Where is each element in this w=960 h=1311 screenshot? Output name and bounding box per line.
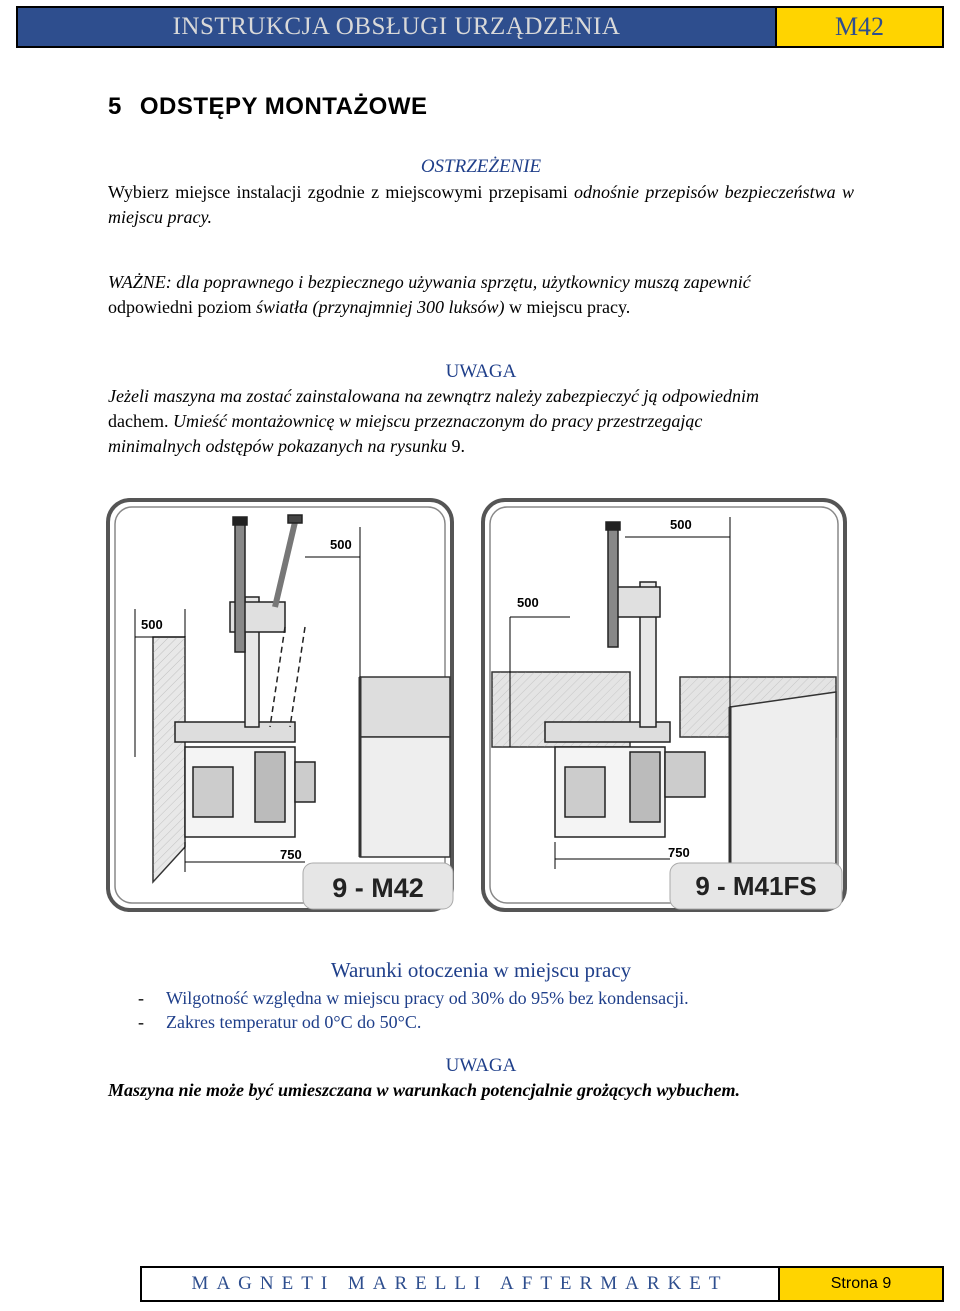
notice1-title: UWAGA xyxy=(445,361,517,382)
dim-left-label: 500 xyxy=(141,617,163,632)
warning-text-part2: odnośnie przepisów bezpieczeństwa w miejscu pracy. xyxy=(108,182,854,227)
wall-right-icon xyxy=(730,692,836,867)
section-title: ODSTĘPY MONTAŻOWE xyxy=(139,93,428,120)
notice1-line3-a: minimalnych odstępów pokazanych na rysunku xyxy=(108,436,447,456)
dim-top-label: 500 xyxy=(330,537,352,552)
environment-title: Warunki otoczenia w miejscu pracy xyxy=(330,958,632,982)
page-header xyxy=(16,6,944,48)
figure-m42-caption: 9 - M42 xyxy=(332,873,424,903)
environment-item-humidity: Wilgotność względna w miejscu pracy od 30% do 95% bez kondensacji. xyxy=(166,988,689,1008)
wall-right-icon xyxy=(360,737,450,857)
page-footer xyxy=(140,1266,944,1302)
warning-text xyxy=(108,180,854,230)
notice1-line3 xyxy=(108,434,854,459)
important-text xyxy=(108,270,854,320)
notice1-line2-b: Umieść montażownicę w miejscu przeznaczonym do pracy przestrzegając xyxy=(172,411,703,431)
header-title: INSTRUKCJA OBSŁUGI URZĄDZENIA xyxy=(18,8,775,46)
section-heading xyxy=(108,93,427,121)
figure-m42 xyxy=(105,497,455,913)
important-line2 xyxy=(108,295,854,320)
figure-m41fs-caption: 9 - M41FS xyxy=(695,871,817,901)
notice2-title: UWAGA xyxy=(445,1055,517,1076)
important-line2-a: odpowiedni poziom xyxy=(108,297,256,317)
notice1-text xyxy=(108,384,854,459)
important-line1: WAŻNE: dla poprawnego i bezpiecznego używania sprzętu, użytkownicy muszą zapewnić xyxy=(108,272,751,292)
important-line2-c: w miejscu pracy. xyxy=(504,297,631,317)
dim-front-label: 750 xyxy=(280,847,302,862)
notice1-line3-b: 9. xyxy=(446,436,465,456)
section-number: 5 xyxy=(108,93,122,120)
list-item: - Wilgotność względna w miejscu pracy od 30% do 95% bez kondensacji. xyxy=(138,988,689,1008)
environment-item-temperature: Zakres temperatur od 0°C do 50°C. xyxy=(166,1012,422,1032)
footer-page-number: Strona 9 xyxy=(778,1268,942,1300)
list-item: - Zakres temperatur od 0°C do 50°C. xyxy=(138,1012,422,1032)
notice2-text: Maszyna nie może być umieszczana w warunkach potencjalnie grożących wybuchem. xyxy=(108,1080,741,1100)
dim-top-label: 500 xyxy=(670,517,692,532)
notice1-line2-a: dachem. xyxy=(108,411,173,431)
notice1-line2 xyxy=(108,409,854,434)
warning-text-part1: Wybierz miejsce instalacji zgodnie z miejscowymi przepisami xyxy=(108,182,575,202)
footer-brand: MAGNETI MARELLI AFTERMARKET xyxy=(142,1268,778,1300)
dim-front-label: 750 xyxy=(668,845,690,860)
header-model: M42 xyxy=(775,8,942,46)
figure-m41fs xyxy=(480,497,848,913)
wall-right-top-icon xyxy=(360,677,450,737)
warning-title: OSTRZEŻENIE xyxy=(420,156,542,177)
dim-left-label: 500 xyxy=(517,595,539,610)
notice1-line1: Jeżeli maszyna ma zostać zainstalowana na zewnątrz należy zabezpieczyć ją odpowiednim xyxy=(108,386,759,406)
important-line2-b: światła (przynajmniej 300 luksów) xyxy=(255,297,505,317)
environment-list xyxy=(138,986,689,1034)
